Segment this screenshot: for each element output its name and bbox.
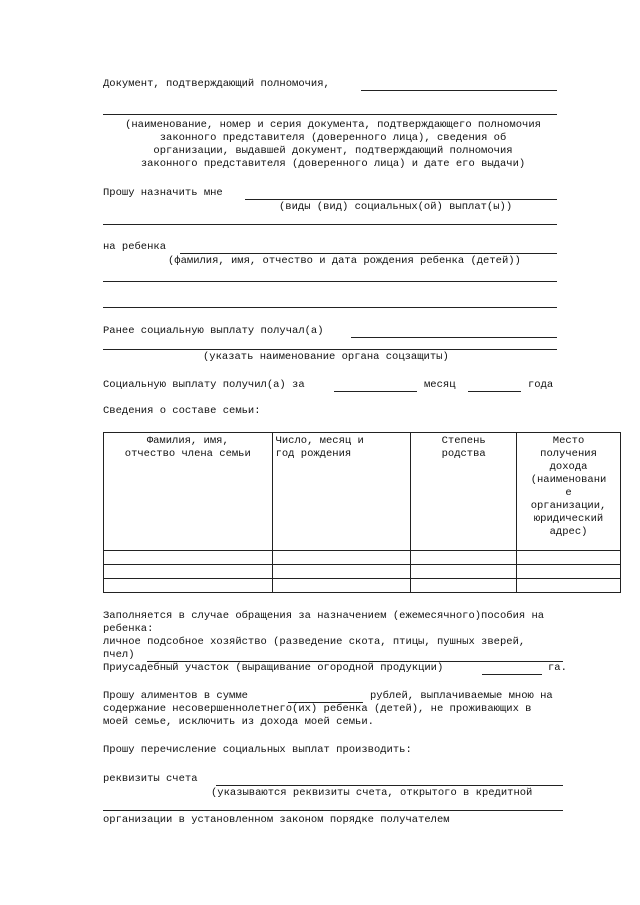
child-field-line3[interactable] [103, 307, 557, 308]
plot-unit: га. [548, 662, 567, 674]
prev-field-line2[interactable] [103, 349, 557, 350]
authority-caption-1: (наименование, номер и серия документа, подтверждающего полномочия [125, 119, 541, 131]
received-month-label: месяц [424, 379, 456, 391]
header-income-place: Место получения дохода (наименовани е организации, юридический адрес) [517, 433, 621, 551]
request-label: Прошу назначить мне [103, 187, 223, 199]
child-field-line2[interactable] [103, 281, 557, 282]
authority-caption-2: законного представителя (доверенного лица), сведения об [159, 132, 507, 144]
account-field[interactable] [216, 785, 563, 786]
account-field-line2[interactable] [103, 810, 563, 811]
transfer-label: Прошу перечисление социальных выплат производить: [103, 744, 412, 756]
plot-label: Приусадебный участок (выращивание огородной продукции) [103, 662, 444, 674]
received-year-label: года [528, 379, 554, 391]
alimony-line-1: Прошу алиментов в сумме [103, 690, 248, 702]
alimony-line-3: моей семье, исключить из дохода моей семьи. [103, 716, 374, 728]
prev-caption: (указать наименование органа соцзащиты) [203, 351, 449, 363]
authority-label: Документ, подтверждающий полномочия, [103, 78, 330, 90]
table-row[interactable] [104, 551, 621, 565]
authority-field[interactable] [361, 90, 557, 91]
received-label: Социальную выплату получил(а) за [103, 379, 305, 391]
authority-caption-3: организации, выдавшей документ, подтверждающий полномочия [153, 145, 513, 157]
account-caption: (указываются реквизиты счета, открытого в кредитной [211, 787, 533, 799]
farm-line-4: пчел) [103, 649, 135, 661]
family-table [103, 432, 621, 593]
plot-field[interactable] [482, 674, 542, 675]
request-field-line2[interactable] [103, 224, 557, 225]
header-relation: Степень родства [411, 433, 517, 551]
table-row[interactable] [104, 565, 621, 579]
child-label: на ребенка [103, 241, 167, 253]
authority-caption-4: законного представителя (доверенного лица) и дате его выдачи) [140, 158, 526, 170]
header-birthdate: Число, месяц и год рождения [272, 433, 411, 551]
child-caption: (фамилия, имя, отчество и дата рождения ребенка (детей)) [168, 255, 521, 267]
prev-label: Ранее социальную выплату получал(а) [103, 325, 324, 337]
request-caption: (виды (вид) социальных(ой) выплат(ы)) [279, 201, 513, 213]
prev-field[interactable] [351, 337, 557, 338]
table-row[interactable] [104, 579, 621, 593]
header-fio: Фамилия, имя, отчество члена семьи [104, 433, 273, 551]
request-field[interactable] [245, 199, 557, 200]
farm-line-3: личное подсобное хозяйство (разведение скота, птицы, пушных зверей, [103, 636, 526, 648]
alimony-line-2: содержание несовершеннолетнего(их) ребенка (детей), не проживающих в [103, 703, 532, 715]
received-month-field[interactable] [334, 391, 417, 392]
farm-line-1: Заполняется в случае обращения за назначением (ежемесячного)пособия на [103, 610, 545, 622]
account-label: реквизиты счета [103, 773, 198, 785]
account-tail: организации в установленном законом порядке получателем [103, 814, 450, 826]
family-table-header [104, 433, 621, 551]
child-field[interactable] [180, 253, 557, 254]
farm-line-2: ребенка: [103, 623, 154, 635]
alimony-line-1b: рублей, выплачиваемые мною на [370, 690, 553, 702]
received-year-field[interactable] [468, 391, 521, 392]
family-label: Сведения о составе семьи: [103, 405, 261, 417]
authority-field-line2[interactable] [103, 114, 557, 115]
